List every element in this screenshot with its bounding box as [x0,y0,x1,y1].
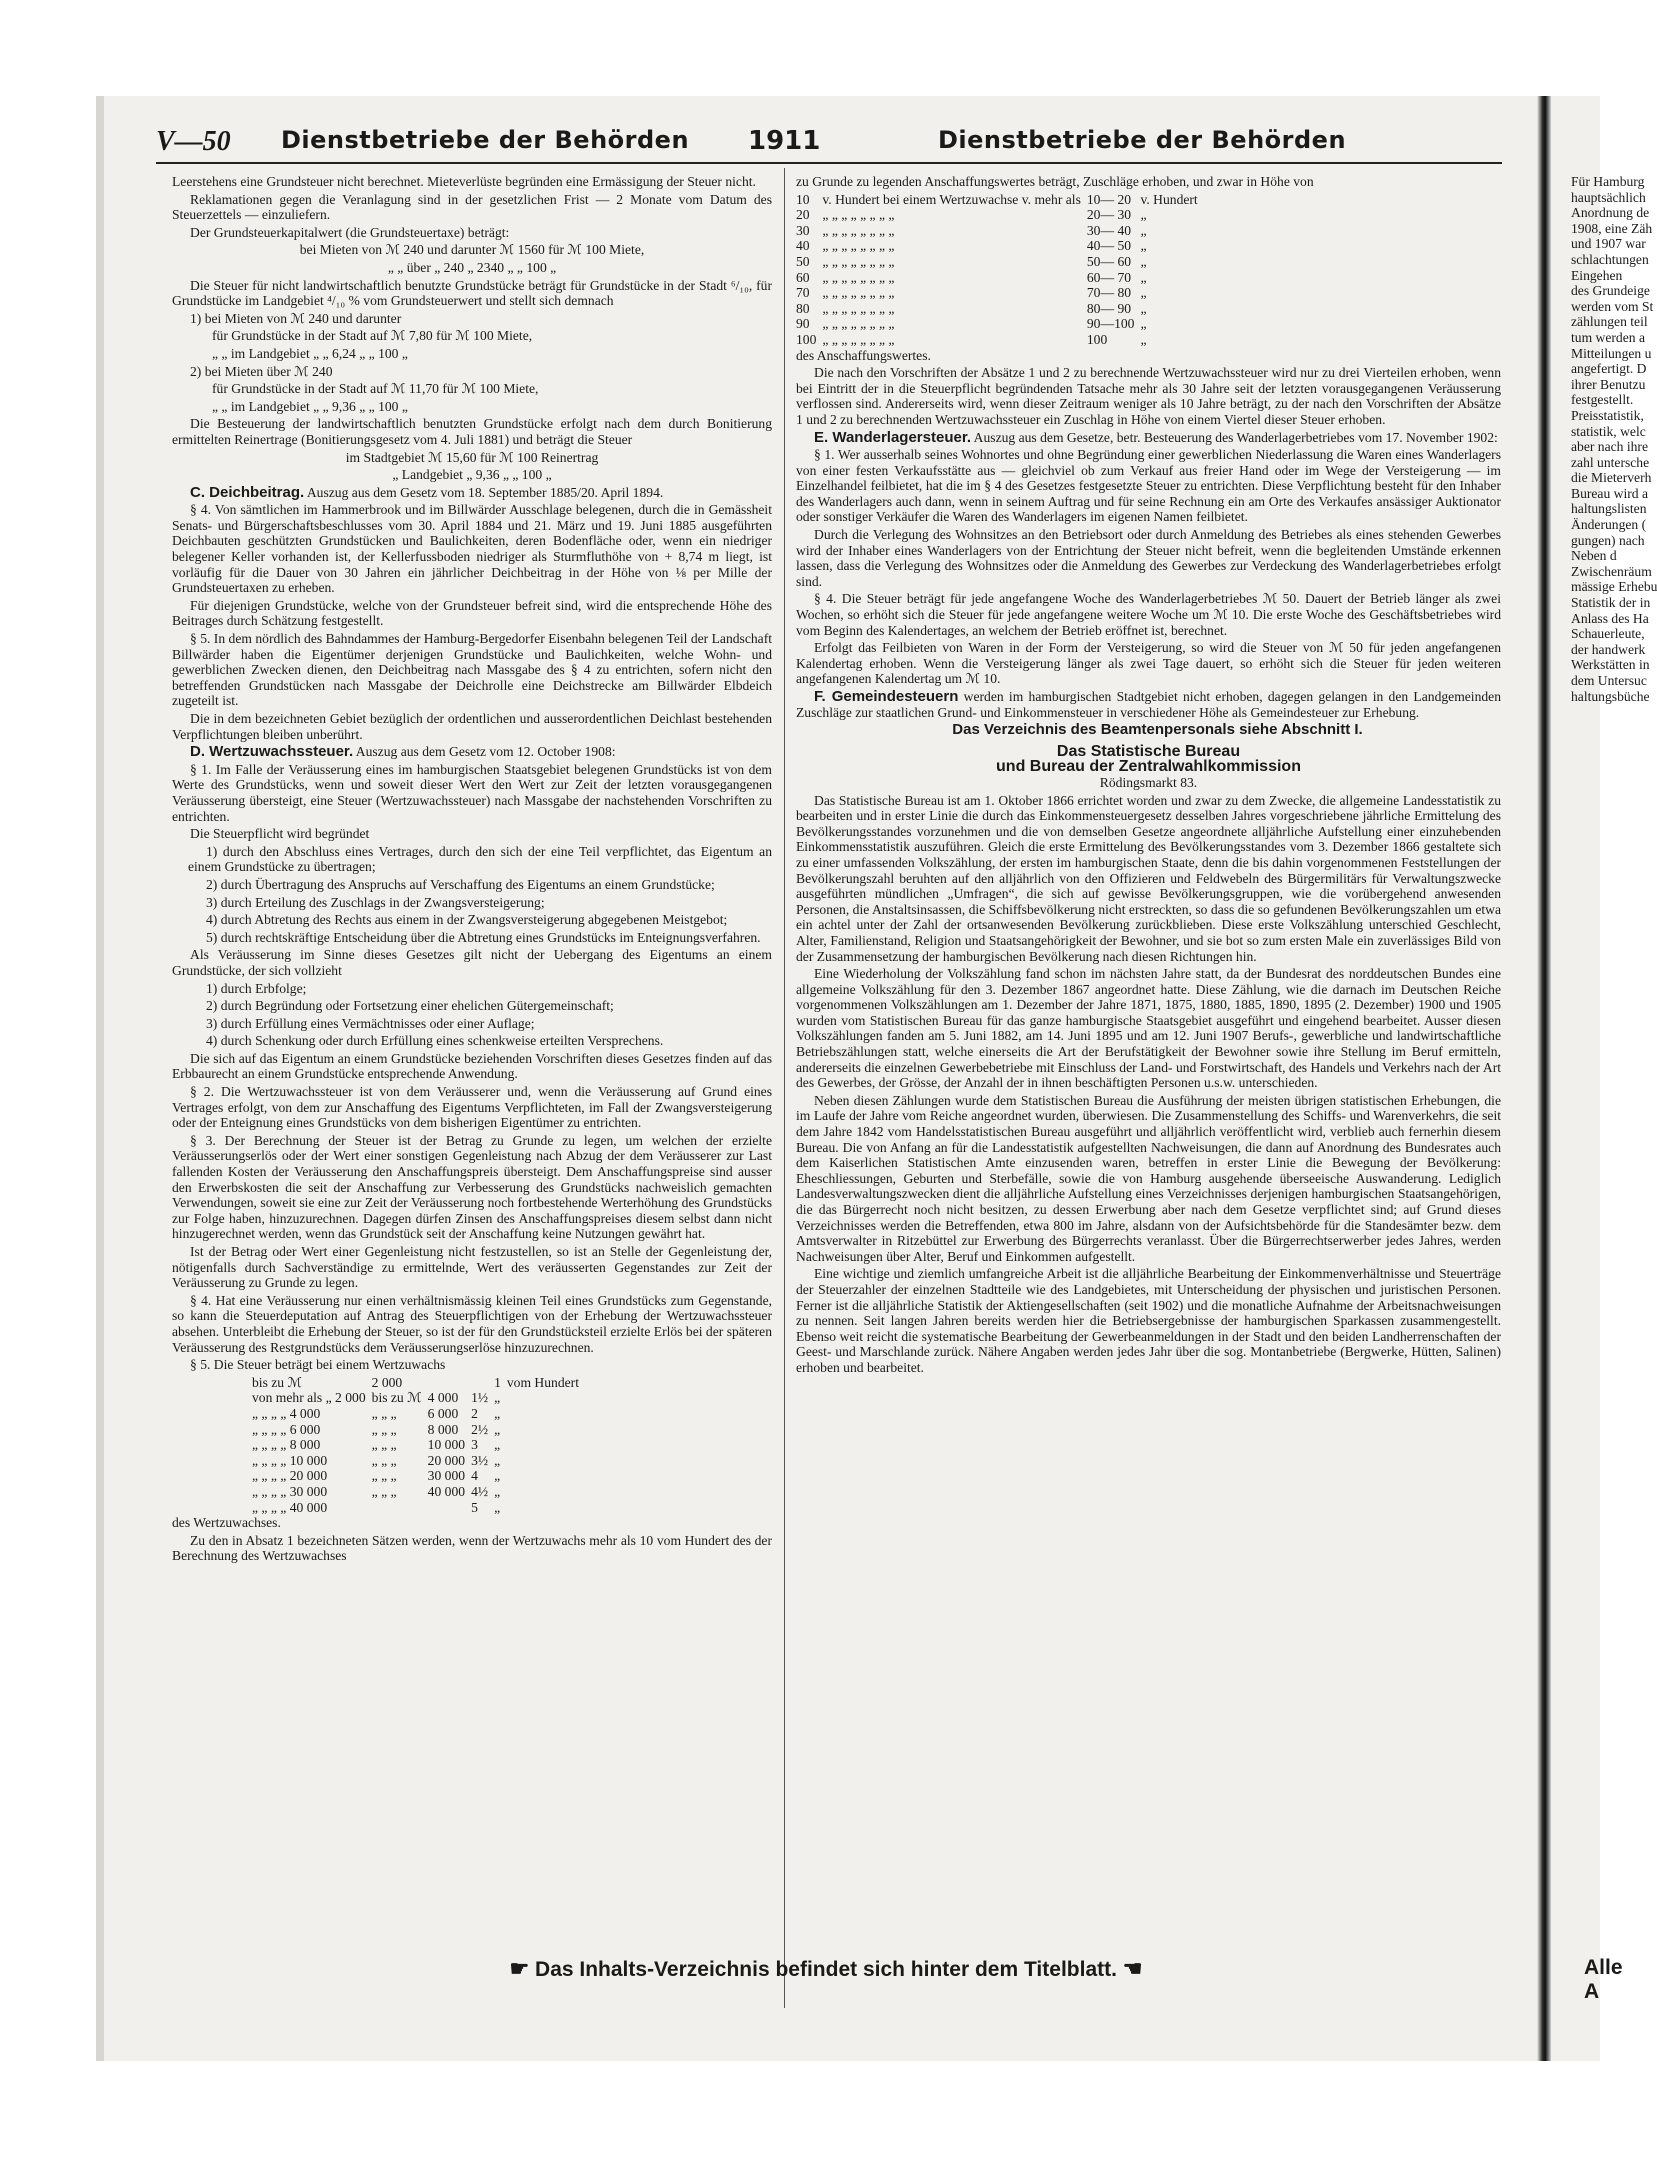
table-cell: „ „ „ „ 6 000 [252,1421,321,1437]
surcharge-row [796,332,1204,348]
table-cell: „ [494,1499,501,1515]
list-item: 4) durch Schenkung oder durch Erfüllung eines schenkweise erteilten Versprechens. [206,1033,664,1049]
paragraph: Die nach den Vorschriften der Absätze 1 und 2 zu berechnende Wertzuwachssteuer wird nur zu drei Vierteilen erhoben, wenn bei Eintritt der in die Steuerpflicht begründenden Tatsache mehr als 30 Jahre seit der letzten vorausgegangenen Veräusserung verflossen sind. Andererseits wird, wenn dieser Zeitraum weniger als 10 Jahre beträgt, zu der nach den Vorschriften der Absätze 1 und 2 zu berechnenden Wertzuwachssteuer ein Zuschlag in Höhe von einem Viertel dieser Steuer erhoben. [796,365,1501,427]
section-e-heading [796,430,1501,446]
paragraph: Eine Wiederholung der Volkszählung fand schon im nächsten Jahre statt, da der Bundesrat des norddeutschen Bundes eine allgemeine Volkszählung für den 3. Dezember 1867 angeordnet hatte. Diese Zählung, wie die darnach im Deutschen Reiche vorgenommenen Volkszählungen am 1. Dezember der Jahre 1871, 1875, 1880, 1885, 1890, 1895 (2. Dezember) 1900 und 1905 wurden vom Statistischen Bureau für das ganze hamburgische Staatsgebiet ausgeführt und eingehend bearbeitet. Ausser diesen Volkszählungen fanden am 5. Juni 1882, am 14. Juni 1895 und am 12. Juni 1907 Berufs-, gewerbliche und landwirtschaftliche Betriebszählungen statt, welche einerseits die Art der Berufstätigkeit der Bewohner sowie ihre Stellung im Beruf ermitteln, andererseits die einzelnen Gewerbebetriebe mit Einschluss der Land- und Forstwirtschaft, des Handels und Verkehrs nach der Art des Gewerbes, der Grösse, der Anzahl der in ihnen beschäftigten Personen u.s.w. unterschieden. [796,966,1501,1091]
surcharge-row [796,254,1204,270]
paragraph: Die in dem bezeichneten Gebiet bezüglich der ordentlichen und ausserordentlichen Deichlast bestehenden Verpflichtungen bleiben unberührt. [172,711,772,742]
fragment-line: gungen) nach [1571,532,1645,548]
table-cell: 3 [471,1437,478,1453]
rate-row [252,1484,585,1500]
table-cell: „ „ „ „ 4 000 [252,1405,321,1421]
paragraph: Reklamationen gegen die Veranlagung sind in der gesetzlichen Frist — 2 Monate vom Datum des Steuerzettels — einzuliefern. [172,191,772,223]
table-cell: „ „ „ „ „ „ „ „ [822,316,895,332]
paragraph: § 1. Im Falle der Veräusserung eines im hamburgischen Staatsgebiet belegenen Grundstücks ist von dem Werte des Grundstücks, wenn und soweit dieser Wert den Wert zur Zeit der letzten vorausgegangenen Veräusserung übersteigt, eine Steuer (Wertzuwachssteuer) nach Massgabe der nachstehenden Vorschriften zu entrichten. [172,761,772,824]
table-cell: 6 000 [427,1405,459,1421]
table-cell: „ [494,1390,501,1406]
paragraph: 1) bei Mieten von ℳ 240 und darunter [190,310,402,326]
fragment-line: Zwischenräum [1571,563,1652,579]
paragraph: Die sich auf das Eigentum an einem Grundstücke beziehenden Vorschriften dieses Gesetzes finden auf das Erbbaurecht an einem Grundstücke entsprechende Anwendung. [172,1050,772,1082]
table-cell [507,1422,585,1438]
paragraph: Die Besteuerung der landwirtschaftlich benutzten Grundstücke erfolgt nach dem durch Bonitierung ermittelten Reinertrage (Bonitierungsgesetz vom 4. Juli 1881) und beträgt die Steuer [172,416,772,447]
list-item: 3) durch Erfüllung eines Vermächtnisses oder einer Auflage; [206,1015,535,1031]
table-cell: „ [494,1421,501,1437]
paragraph: § 5. In dem nördlich des Bahndammes der Hamburg-Bergedorfer Eisenbahn belegenen Teil der Landschaft Billwärder haben die Eigentümer derjenigen Grundstücke und Baulichkeiten, welche Wohn- und gewerblichen Zwecken dienen, den Deichbeitrag nach Massgabe des § 4 zu entrichten, sofern nicht den betreffenden Grundstücken nach Massgabe der Deichrolle eine Deichstrecke am Billwärder Elbdeich zugeteilt ist. [172,631,772,709]
table-cell [372,1500,428,1516]
column-separator [784,168,785,2008]
table-cell: v. Hundert [1140,191,1198,207]
fragment-line: Preisstatistik, [1571,407,1644,423]
middle-column [796,174,1501,1378]
paragraph: Eine wichtige und ziemlich umfangreiche Arbeit ist die alljährliche Bearbeitung der Einkommenverhältnisse und Steuerträge der Steuerzahler der einzelnen Stadtteile wie des Landgebietes, mit Unterscheidung der physischen und juristischen Personen. Ferner ist die alljährliche Statistik der Aktiengesellschaften (seit 1902) und die monatliche Aufnahme der Arbeitsnachweisungen zu nennen. Seit langen Jahren bereits werden hier die Betriebsergebnisse der hamburgischen Sparkassen zusammengestellt. Ebenso weit reicht die systematische Bearbeitung der Gewerbeanmeldungen in der Stadt und den beiden Landherrenschaften der Geest- und Marschlande zurück. Nähere Angaben werden jedes Jahr über die sog. Montanbetriebe (Bergwerke, Hütten, Salinen) erhoben und bearbeitet. [796,1266,1501,1375]
surcharge-row [796,207,1204,223]
rate-row [252,1500,585,1516]
paragraph: Ist der Betrag oder Wert einer Gegenleistung nicht festzustellen, so ist an Stelle der Gegenleistung der, nötigenfalls durch Sachverständige zu ermittelnde, Wert des veräusserten Gegenstandes zur Zeit der Veräusserung zu Grunde zu legen. [172,1244,772,1291]
table-cell: „ „ „ „ „ „ „ „ [822,300,895,316]
table-cell: „ „ „ [371,1468,397,1484]
table-cell: 100 [1086,331,1108,347]
surcharge-row [796,192,1204,208]
list-item: 1) durch Erbfolge; [206,980,307,996]
section-title: E. Wanderlagersteuer. [814,428,972,446]
table-cell: „ „ „ [371,1437,397,1453]
table-cell: 30 000 [427,1468,466,1484]
rate-row [252,1437,585,1453]
bureau-title: Das Statistische Bureau [1056,742,1241,760]
fragment-line: werden vom St [1571,298,1654,314]
table-cell: bis zu ℳ [371,1390,422,1406]
section-title: F. Gemeindesteuern [814,688,959,705]
fragment-line: festgestellt. [1571,392,1634,408]
table-cell [428,1500,471,1516]
section-d-heading [172,744,772,760]
table-cell: 60— 70 [1086,269,1132,285]
fragment-line: zahl untersche [1571,454,1650,470]
table-cell [471,1375,494,1391]
paragraph: „ „ im Landgebiet „ „ 6,24 „ „ 100 „ [212,345,408,361]
fragment-line: hauptsächlich [1571,189,1646,205]
paragraph: bei Mieten von ℳ 240 und darunter ℳ 1560 für ℳ 100 Miete, [299,242,645,258]
section-subtitle: Auszug aus dem Gesetz vom 18. September 1885/20. April 1894. [306,484,664,500]
list-item: 4) durch Abtretung des Rechts aus einem in der Zwangsversteigerung abgegebenen Meistgebot; [206,912,728,928]
paragraph: des Wertzuwachses. [172,1515,281,1531]
table-cell: „ [494,1437,501,1453]
fragment-line: Neben d [1571,548,1617,564]
fragment-line: der handwerk [1571,641,1646,657]
table-cell: „ [1140,207,1147,223]
fragment-line: Bureau wird a [1571,485,1649,501]
paragraph: 2) bei Mieten über ℳ 240 [190,363,333,379]
table-cell: 90 [796,316,810,332]
table-cell [507,1406,585,1422]
table-cell: „ „ „ „ 8 000 [252,1437,321,1453]
fragment-line: Statistik der in [1571,595,1651,611]
paragraph: des Anschaffungswertes. [796,347,931,363]
table-cell: 20 [796,207,810,223]
section-title: D. Wertzuwachssteuer. [190,743,354,761]
table-cell: 40— 50 [1086,238,1132,254]
table-cell: 20— 30 [1086,207,1132,223]
fragment-line: angefertigt. D [1571,361,1647,377]
page-number: V—50 [156,126,231,157]
pointing-hand-icon: ☚ [1122,1956,1143,1981]
fragment-line: Änderungen ( [1571,517,1647,533]
table-cell: „ [1140,238,1147,254]
table-cell: „ [1140,300,1147,316]
table-cell: 40 000 [427,1483,466,1499]
rate-row [252,1453,585,1469]
left-column [172,174,772,1566]
table-cell [428,1375,471,1391]
table-cell [507,1390,585,1406]
table-cell: 2 000 [371,1374,403,1390]
fragment-line: haltungsbüche [1571,688,1650,704]
table-cell: „ „ „ „ „ „ „ „ [822,207,895,223]
paragraph: § 5. Die Steuer beträgt bei einem Wertzuwachs [190,1357,446,1373]
table-cell: „ [1140,316,1147,332]
fragment-line: Schauerleute, [1571,626,1645,642]
table-cell: „ „ „ [371,1421,397,1437]
list-item: 1) durch den Abschluss eines Vertrages, durch den sich der eine Teil verpflichtet, das Eigentum an einem Grundstücke zu übertragen; [188,843,772,875]
table-cell [507,1453,585,1469]
list-item: 3) durch Erteilung des Zuschlags in der Zwangsversteigerung; [206,894,545,910]
paragraph: „ Landgebiet „ 9,36 „ „ 100 „ [392,467,552,483]
table-cell: bis zu ℳ [252,1374,303,1390]
paragraph: § 4. Die Steuer beträgt für jede angefangene Woche des Wanderlagerbetriebes ℳ 50. Dauert der Betrieb länger als zwei Wochen, so erhöht sich die Steuer für jede angefangene weitere Woche um ℳ 10. Die erste Woche des Geschäftsbetriebes wird vom Beginn des Kalendertages, an welchem der Betrieb eröffnet ist, berechnet. [796,591,1501,638]
fragment-line: statistik, welc [1571,423,1646,439]
list-item: 5) durch rechtskräftige Entscheidung über die Abtretung eines Grundstücks im Enteignungsverfahren. [206,929,761,945]
table-cell: 20 000 [427,1452,466,1468]
list-item: 2) durch Übertragung des Anspruchs auf Verschaffung des Eigentums an einem Grundstücke; [206,876,715,892]
table-cell: 80 [796,300,810,316]
table-cell: „ „ „ „ „ „ „ „ [822,331,895,347]
paragraph: zu Grunde zu legenden Anschaffungswertes beträgt, Zuschläge erhoben, und zwar in Höhe von [796,174,1314,189]
table-cell: 40 [796,238,810,254]
fragment-line: die Mieterverh [1571,470,1652,486]
fragment-line: dem Untersuc [1571,673,1647,688]
paragraph: „ „ über „ 240 „ 2340 „ „ 100 „ [387,259,557,275]
paragraph: Die Steuerpflicht wird begründet [190,826,370,842]
year: 1911 [748,126,821,156]
tax-rate-table [252,1375,585,1515]
fragment-line: Anlass des Ha [1571,610,1649,626]
footer-note [246,1956,1406,1982]
rate-row [252,1390,585,1406]
paragraph: Zu den in Absatz 1 bezeichneten Sätzen werden, wenn der Wertzuwachs mehr als 10 vom Hundert des der Berechnung des Wertzuwachses [172,1532,772,1564]
table-cell: 90—100 [1086,316,1135,332]
rate-row [252,1406,585,1422]
table-cell: „ [494,1483,501,1499]
table-cell: 50 [796,253,810,269]
table-cell: „ [494,1452,501,1468]
running-title-right: Dienstbetriebe der Behörden [938,126,1347,154]
table-cell: 30 [796,222,810,238]
table-cell: „ [1140,269,1147,285]
surcharge-row [796,316,1204,332]
fragment-line: Mitteilungen u [1571,345,1652,361]
table-cell: „ [494,1468,501,1484]
cross-reference: Das Verzeichnis des Beamtenpersonals siehe Abschnitt I. [952,721,1363,739]
table-cell: „ [1140,331,1147,347]
surcharge-row [796,301,1204,317]
table-cell: von mehr als „ 2 000 [252,1390,366,1406]
paragraph: Für diejenigen Grundstücke, welche von der Grundsteuer befreit sind, wird die entsprechende Höhe des Beitrages durch Schätzung festgestellt. [172,597,772,629]
paragraph: § 3. Der Berechnung der Steuer ist der Betrag zu Grunde zu legen, um welchen der erzielte Veräusserungserlös oder der Wert einer sonstigen Gegenleistung nach Abzug der dem Veräusserer zur Last fallenden Kosten der Veräusserung den Anschaffungspreis übersteigt. Dem Anschaffungspreise sind ausser den Erwerbskosten die seit der Anschaffung zur Verbesserung des Grundstücks nachweislich gemachten Verwendungen, soweit sie eine zur Zeit der Veräusserung noch fortbestehende Werterhöhung des Grundstücks zur Folge haben, hinzuzurechnen. Dagegen dürfen Zinsen des Anschaffungspreises diesem selbst dann nicht hinzugerechnet werden, wenn das Grundstück seit der Anschaffung keine Nutzungen gewährt hat. [172,1132,772,1242]
table-cell: 70 [796,285,810,301]
surcharge-row [796,285,1204,301]
paragraph: im Stadtgebiet ℳ 15,60 für ℳ 100 Reinertrag [345,449,599,465]
fragment-line: haltungslisten [1571,501,1647,517]
paragraph: Der Grundsteuerkapitalwert (die Grundsteuertaxe) beträgt: [190,224,510,240]
table-cell: 50— 60 [1086,253,1132,269]
paragraph: Das Statistische Bureau ist am 1. Oktober 1866 errichtet worden und zwar zu dem Zwecke, die allgemeine Landesstatistik zu bearbeiten und in erster Linie die durch das Einkommensteuergesetz desselben Jahres vorgeschriebene jährliche Ermittelung des Bevölkerungsstandes vorzunehmen und die von demselben Gesetze angeordnete alljährliche Aufstellung einer einzuhebenden Einkommensstatistik auszuführen. Gleich die erste Ermittelung des Bevölkerungsstandes vom 3. Dezember 1866 gestaltete sich zu einer umfassenden Volkszählung, der ersten im hamburgischen Staate, denn die bis dahin vorgenommenen Feststellungen der Bevölkerungszahl beruhten auf den alljährlich von den Offizieren und Feldwebeln des Bürgermilitärs für Verwaltungszwecke ausgeführten mündlichen „Umfragen“, die sich auf gewisse Bevölkerungsgruppen, wie die vorübergehend anwesenden Personen, die Anstaltsinsassen, die Schiffsbevölkerung nicht erstreckten, so dass die so gefundenen Bevölkerungszahlen um etwa ein achtel unter der Zahl der ortsanwesenden Bevölkerung zurückblieben. Diese erste Volkszählung unterschied Geschlecht, Alter, Familienstand, Religion und Staatsangehörigkeit der Bewohner, und sie bot so zum ersten Male ein zuverlässiges Bild von der Zusammensetzung der hamburgischen Bevölkerung nach diesen Richtungen hin. [796,792,1501,964]
table-cell: „ „ „ „ 10 000 [252,1452,328,1468]
fragment-line: mässige Erhebu [1571,579,1657,595]
fragment-line: des Grundeige [1571,283,1650,299]
fragment-line: und 1907 war [1571,236,1646,252]
table-cell: 70— 80 [1086,285,1132,301]
paragraph: Als Veräusserung im Sinne dieses Gesetzes gilt nicht der Uebergang des Eigentums an einem Grundstücke, der sich vollzieht [172,947,772,978]
table-cell [507,1500,585,1516]
table-cell: 10 [796,191,810,207]
surcharge-row [796,238,1204,254]
section-title: C. Deichbeitrag. [190,483,305,501]
table-cell: „ „ „ „ 30 000 [252,1483,328,1499]
table-cell: „ „ „ „ „ „ „ „ [822,269,895,285]
fragment-line: Für Hamburg [1571,174,1645,189]
table-cell: 1½ [471,1390,489,1406]
fragment-line: Werkstätten in [1571,657,1650,673]
table-cell: 4 000 [427,1390,459,1406]
fragment-line: ihrer Benutzu [1571,376,1646,392]
table-cell: 2 [471,1405,478,1421]
table-cell: 4 [471,1468,478,1484]
paragraph: § 2. Die Wertzuwachssteuer ist von dem Veräusserer und, wenn die Veräusserung auf Grund eines Vertrages erfolgt, von dem zur Anschaffung des Eigentums Verpflichteten, im Fall der Zwangsversteigerung oder der Enteignung eines Grundstücks von dem bisherigen Eigentümer zu entrichten. [172,1084,772,1131]
table-cell: „ „ „ „ „ „ „ „ [822,238,895,254]
table-cell: 30— 40 [1086,222,1132,238]
rate-row [252,1375,585,1391]
bureau-subtitle: und Bureau der Zentralwahlkommission [996,758,1301,776]
scan-edge [96,96,104,2061]
table-cell: „ „ „ [371,1405,397,1421]
table-cell: 80— 90 [1086,300,1132,316]
fragment-line: Anordnung de [1571,205,1650,221]
paragraph: Erfolgt das Feilbieten von Waren in der Form der Versteigerung, so wird die Steuer von ℳ 50 für jeden angefangenen Kalendertag erhoben. Wenn die Versteigerung länger als zwei Tage dauert, so erhöht sich die Steuer für jeden weiteren angefangenen Kalendertag um ℳ 10. [796,640,1501,687]
surcharge-row [796,270,1204,286]
table-cell: „ „ „ „ „ „ „ „ [822,285,895,301]
section-subtitle: Auszug aus dem Gesetz vom 12. October 1908: [355,744,616,760]
table-cell: „ „ „ „ 40 000 [252,1499,328,1515]
table-cell: „ „ „ „ „ „ „ „ [822,222,895,238]
section-text: werden im hamburgischen Stadtgebiet nicht erhoben, dagegen gelangen in den Landgemeinden Zuschläge zur staatlichen Grund- und Einkommensteuer in verschiedener Höhe als Gemeindesteuer zur Erhebung. [796,689,1501,720]
rate-row [252,1422,585,1438]
surcharge-row [796,223,1204,239]
paragraph: Leerstehens eine Grundsteuer nicht berechnet. Mieteverlüste begründen eine Ermässigung der Steuer nicht. [172,174,756,189]
table-cell [507,1468,585,1484]
paragraph: § 4. Hat eine Veräusserung nur einen verhältnismässig kleinen Teil eines Grundstücks zum Gegenstande, so kann die Steuerdeputation auf Antrag des Steuerpflichtigen von der Erhebung der Wertzuwachssteuer absehen. Unterbleibt die Erhebung der Steuer, so ist der für den Grundstücksteil erzielte Erlös bei der späteren Veräusserung des Restgrundstücks dem Veräusserungserlöse hinzuzurechnen. [172,1292,772,1355]
table-cell: 10 000 [427,1437,466,1453]
table-cell [507,1437,585,1453]
paragraph: § 4. Von sämtlichen im Hammerbrook und im Billwärder Ausschlage belegenen, durch die in Gemässheit Senats- und Bürgerschaftsbeschlusses vom 30. April 1884 und 21. März und 19. Juni 1885 ausgeführten Deichbauten geschützten Grundstücken und Baulichkeiten, deren Bodenfläche oder, wenn ein niedriger belegener Keller vorhanden ist, der Kellerfussboden niedriger als Sturmfluthöhe von + 8,74 m liegt, ist vorläufig für die Dauer von 30 Jahren ein jährlicher Deichbeitrag in der Höhe von ⅛ per Mille der Grundsteuertaxen zu erheben. [172,502,772,596]
table-cell: vom Hundert [506,1374,579,1390]
surcharge-table [796,192,1204,348]
fragment-line: tum werden a [1571,329,1645,345]
pointing-hand-icon: ☛ [509,1956,530,1981]
table-cell: „ „ „ [371,1452,397,1468]
table-cell: „ [1140,285,1147,301]
fragment-line: 1908, eine Zäh [1571,220,1653,236]
table-cell: „ [1140,253,1147,269]
header-rule [156,162,1502,164]
paragraph: für Grundstücke in der Stadt auf ℳ 11,70 für ℳ 100 Miete, [212,381,539,397]
list-item: 2) durch Begründung oder Fortsetzung einer ehelichen Gütergemeinschaft; [206,998,614,1014]
table-cell: 1 [494,1374,501,1390]
table-cell: „ [1140,222,1147,238]
page-fold-shadow [1537,96,1551,2061]
bureau-address: Rödingsmarkt 83. [1099,774,1198,790]
paragraph: Neben diesen Zählungen wurde dem Statistischen Bureau die Ausführung der meisten übrigen statistischen Erhebungen, die im Laufe der Jahre vom Reiche angeordnet wurden, überwiesen. Die Zusammenstellung des Schiffs- und Warenverkehrs, die seit dem Jahre 1842 vom Handelsstatistischen Bureau ausgeführt und alljährlich veröffentlicht wird, verblieb auch fernerhin diesem Bureau. Die von Anfang an für die Landesstatistik aufgestellten Nachweisungen, die dann auf Anordnung des Bundesrates auch dem Kaiserlichen Statistischen Amte einzusenden waren, betreffen in erster Linie die Bewegung der Bevölkerung: Eheschliessungen, Geburten und Sterbefälle, sowie die von Hamburg ausgehende überseeische Auswanderung. Lediglich Landesverwaltungszwecken dient die alljährliche Aufstellung eines Verzeichnisses derjenigen hamburgischen Staatsangehörigen, die das Bürgerrecht noch nicht besitzen, zu dessen Erwerbung aber nach dem Gesetze verpflichtet sind; auf Grund dieses Verzeichnisses werden die Betreffenden, etwa 800 im Jahre, alsdann von der Aufsichtsbehörde für die Standesämter bezw. dem Amtsverwalter in Ritzebüttel zur Erwerbung des Bürgerrechts veranlasst. Über die Bürgerrechtserwerber jedes Jahres, werden Nachweisungen über Alter, Beruf und Einkommen aufgestellt. [796,1092,1501,1264]
table-cell [507,1484,585,1500]
fragment-line: aber nach ihre [1571,439,1648,455]
table-cell: v. Hundert bei einem Wertzuwachse v. mehr als [822,191,1081,207]
adjacent-page-fragment [1571,174,1657,704]
table-cell: 2½ [471,1421,489,1437]
table-cell: „ „ „ „ 20 000 [252,1468,328,1484]
table-cell: 60 [796,269,810,285]
fragment-line: Eingehen [1571,267,1623,283]
paragraph: Durch die Verlegung des Wohnsitzes an den Betriebsort oder durch Anmeldung des Betriebes als eines stehenden Gewerbes wird der Inhaber eines Wanderlagers von der Entrichtung der Steuer nicht befreit, wenn die begleitenden Umstände erkennen lassen, dass die Verlegung des Wohnsitzes oder die Anmeldung des Gewerbes zur Verdeckung des Wanderlagerbetriebes erfolgt sind. [796,527,1501,589]
fragment-line: zählungen teil [1571,314,1648,330]
paragraph: „ „ im Landgebiet „ „ 9,36 „ „ 100 „ [212,398,408,414]
adjacent-page-footer: Alle A [1584,1956,1623,2003]
paragraph: § 1. Wer ausserhalb seines Wohnortes und ohne Begründung einer gewerblichen Niederlassung die Waren eines Wanderlagers von einer festen Verkaufsstätte aus — gleichviel ob zum Verkauf aus freier Hand oder im Wege der Versteigerung — im Einzelhandel feilbietet, hat die im § 4 des Gesetzes festgesetzte Steuer zu entrichten. Diese Verpflichtung besteht für den Inhaber des Wanderlagers auch dann, wenn in seinem Auftrag und für seine Rechnung ein am Orte des Verkaufes ansässiger Auktionator oder sonstiger Verkäufer die Waren des Wanderlagers im eigenen Namen feilbietet. [796,447,1501,525]
section-f-heading [796,689,1501,720]
section-c-heading [172,485,772,501]
table-cell: „ „ „ „ „ „ „ „ [822,253,895,269]
paragraph: Die Steuer für nicht landwirtschaftlich benutzte Grundstücke beträgt für Grundstücke in der Stadt ⁶/₁₀, für Grundstücke im Landgebiet ⁴/₁₀ % vom Grundsteuerwert und stellt sich demnach [172,277,772,309]
table-cell: 10— 20 [1086,191,1132,207]
scanned-page [96,96,1657,2061]
section-subtitle: Auszug aus dem Gesetze, betr. Besteuerung des Wanderlagerbetriebes vom 17. November 1902: [973,429,1498,445]
rate-row [252,1468,585,1484]
table-cell: 5 [471,1499,478,1515]
running-title-left: Dienstbetriebe der Behörden [281,126,690,154]
paragraph: für Grundstücke in der Stadt auf ℳ 7,80 für ℳ 100 Miete, [212,328,533,344]
table-cell: 4½ [471,1483,489,1499]
footer-text: Das Inhalts-Verzeichnis befindet sich hinter dem Titelblatt. [535,1958,1117,1981]
table-cell: 100 [796,331,817,347]
table-cell: „ [494,1405,501,1421]
table-cell: 8 000 [427,1421,459,1437]
table-cell: 3½ [471,1452,489,1468]
table-cell: „ „ „ [371,1483,397,1499]
fragment-line: schlachtungen [1571,251,1649,267]
